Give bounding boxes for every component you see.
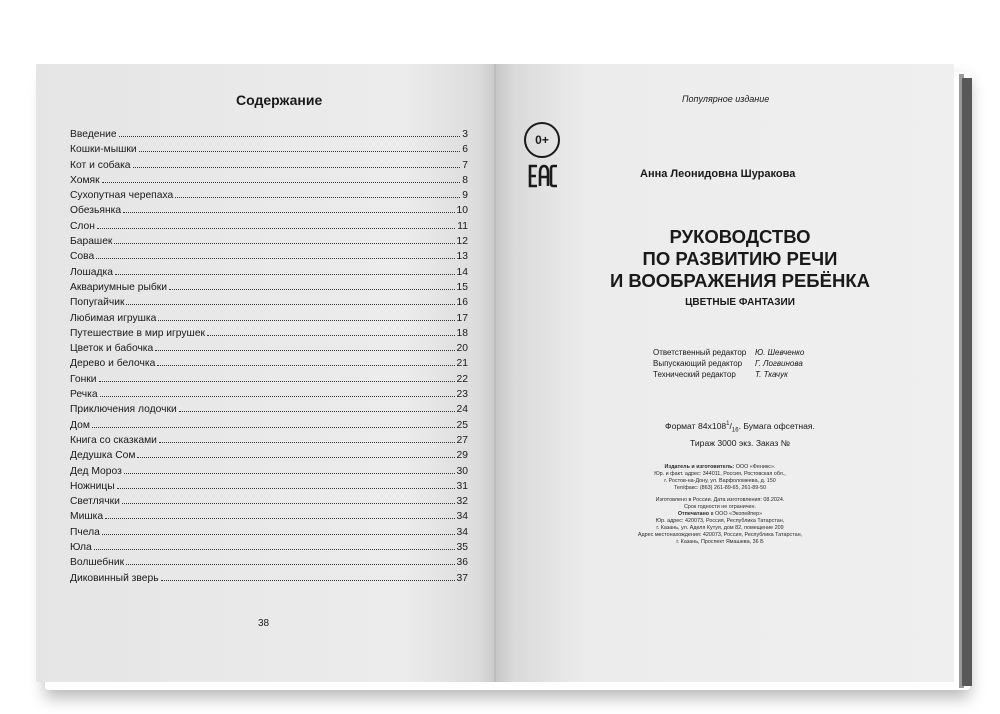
publisher-line: Тел/факс: (863) 261-89-65, 261-89-50	[673, 485, 767, 491]
toc-entry	[70, 280, 468, 295]
page-number: 38	[258, 618, 270, 629]
toc-entry	[70, 525, 468, 540]
toc-entry-title: Книга со сказками	[70, 434, 157, 446]
toc-dot-leader	[119, 136, 461, 137]
toc-entry-title: Дед Мороз	[70, 465, 122, 477]
toc-dot-leader	[155, 350, 454, 351]
toc-entry-title: Лошадка	[70, 266, 113, 278]
toc-entry-title: Сова	[70, 251, 95, 263]
toc-dot-leader	[137, 457, 454, 458]
printer-line	[540, 511, 900, 518]
toc-dot-leader	[102, 182, 461, 183]
toc-entry	[70, 356, 468, 371]
toc-dot-leader	[94, 549, 455, 550]
toc-entry-page: 10	[456, 205, 468, 217]
toc-entry-page: 11	[457, 220, 468, 232]
editor-role: Ответственный редактор	[653, 348, 747, 357]
toc-entry	[70, 158, 468, 173]
toc-entry-page: 16	[456, 297, 468, 309]
book-title	[560, 226, 920, 292]
toc-entry	[70, 448, 468, 463]
toc-entry-page: 37	[456, 572, 468, 584]
toc-dot-leader	[92, 427, 455, 428]
back-cover-edge	[962, 78, 972, 686]
format-prefix: Формат 84х108	[665, 420, 727, 431]
toc-entry	[70, 418, 468, 433]
toc-entry-page: 29	[456, 450, 468, 462]
toc-dot-leader	[122, 503, 455, 504]
editor-row	[653, 369, 804, 380]
toc-entry-page: 3	[462, 129, 468, 140]
printer-line: Юр. адрес: 420073, Россия, Республика Татарстан,	[655, 518, 785, 524]
toc-entry	[70, 188, 468, 203]
author-name: Анна Леонидовна Шуракова	[640, 168, 796, 180]
series-label: Популярное издание	[682, 94, 770, 104]
toc-dot-leader	[126, 564, 454, 565]
toc-entry-page: 23	[456, 389, 468, 401]
toc-entry-page: 7	[462, 159, 468, 171]
toc-entry	[70, 433, 468, 448]
format-suffix: . Бумага офсетная.	[738, 420, 815, 431]
toc-entry-page: 8	[462, 174, 468, 186]
toc-entry-title: Сухопутная черепаха	[70, 190, 174, 202]
publisher-line: Юр. и факт. адрес: 344011, Россия, Ростовская обл.,	[654, 471, 786, 477]
toc-entry-page: 15	[456, 281, 468, 293]
toc-entry-title: Введение	[70, 129, 117, 140]
toc-dot-leader	[96, 258, 454, 259]
toc-title: Содержание	[236, 92, 323, 108]
printed-label: Отпечатано	[677, 511, 710, 517]
editors-list	[653, 347, 804, 380]
format-fraction-den: 16	[731, 427, 739, 434]
toc-entry-page: 27	[456, 434, 468, 446]
toc-entry	[70, 219, 468, 234]
toc-entry-page: 35	[456, 542, 468, 554]
made-in-line: Изготовлено в России. Дата изготовления: 08.2024.	[655, 497, 785, 503]
toc-entry	[70, 494, 468, 509]
book-title-line: ПО РАЗВИТИЮ РЕЧИ	[642, 248, 838, 269]
toc-entry-title: Путешествие в мир игрушек	[70, 327, 206, 339]
toc-dot-leader	[99, 381, 455, 382]
toc-entry-page: 9	[462, 190, 468, 202]
toc-entry-page: 22	[456, 373, 468, 385]
expiry-line: Срок годности не ограничен.	[684, 504, 756, 510]
editor-name: Г. Логвинова	[755, 359, 803, 368]
toc-entry-title: Речка	[70, 389, 98, 401]
toc-entry-page: 25	[456, 419, 468, 431]
toc-entry	[70, 127, 468, 142]
publisher-line: г. Ростов-на-Дону, ул. Варфоломеева, д. 150	[664, 478, 776, 484]
toc-dot-leader	[157, 365, 454, 366]
toc-entry-page: 12	[456, 236, 468, 248]
toc-entry-title: Пчела	[70, 526, 100, 538]
toc-entry-page: 34	[456, 526, 468, 538]
toc-entry-title: Дедушка Сом	[70, 450, 136, 462]
toc-entry-page: 32	[456, 496, 468, 508]
printer-line: г. Казань, Проспект Ямашева, 36 Б	[676, 539, 764, 545]
editor-row	[653, 347, 804, 358]
toc-entry	[70, 173, 468, 188]
format-info	[560, 418, 920, 449]
toc-dot-leader	[133, 167, 461, 168]
toc-entry	[70, 402, 468, 417]
book-title-line: И ВООБРАЖЕНИЯ РЕБЁНКА	[609, 270, 870, 291]
toc-entry-title: Приключения лодочки	[70, 404, 177, 416]
toc-entry-title: Светлячки	[70, 496, 120, 508]
toc-dot-leader	[161, 580, 455, 581]
book-subtitle: ЦВЕТНЫЕ ФАНТАЗИИ	[685, 297, 795, 308]
format-line: Формат $84х108^1/_{16}$. Бумага офсетная.	[665, 420, 815, 434]
toc-entry	[70, 387, 468, 402]
editor-row	[653, 358, 804, 369]
toc-entry-title: Кошки-мышки	[70, 144, 137, 156]
toc-entry-title: Хомяк	[70, 174, 100, 186]
age-rating-badge: 0+	[524, 122, 560, 158]
toc-entry	[70, 571, 468, 586]
toc-entry-title: Любимая игрушка	[70, 312, 157, 324]
editor-name: Ю. Шевченко	[755, 348, 805, 357]
toc-dot-leader	[100, 396, 455, 397]
toc-entry-title: Обезьянка	[70, 205, 122, 217]
toc-entry-page: 24	[456, 404, 468, 416]
toc-entry	[70, 372, 468, 387]
table-of-contents	[70, 127, 468, 586]
toc-entry-title: Дом	[70, 419, 90, 431]
toc-entry-title: Диковинный зверь	[70, 572, 159, 584]
toc-entry	[70, 203, 468, 218]
toc-dot-leader	[158, 320, 454, 321]
publisher-label: Издатель и изготовитель:	[664, 464, 735, 470]
toc-entry-title: Аквариумные рыбки	[70, 281, 168, 293]
toc-entry-page: 31	[456, 480, 468, 492]
toc-entry-page: 14	[456, 266, 468, 278]
toc-entry	[70, 479, 468, 494]
toc-dot-leader	[126, 304, 454, 305]
toc-entry-title: Кот и собака	[70, 159, 131, 171]
toc-entry	[70, 540, 468, 555]
editor-role: Выпускающий редактор	[653, 359, 743, 368]
printer-name: в ООО «Экопейпер»	[710, 511, 763, 517]
toc-entry	[70, 142, 468, 157]
toc-dot-leader	[102, 534, 455, 535]
printer-line: Адрес местонахождения: 420073, Россия, Республика Татарстан,	[637, 532, 803, 538]
eac-mark-icon	[528, 164, 558, 188]
publisher-name: ООО «Феникс».	[735, 464, 776, 470]
toc-dot-leader	[124, 473, 455, 474]
print-run-line: Тираж 3000 экз. Заказ №	[690, 437, 790, 448]
toc-entry-page: 36	[456, 557, 468, 569]
toc-dot-leader	[117, 488, 455, 489]
toc-dot-leader	[175, 197, 460, 198]
editor-role: Технический редактор	[653, 370, 736, 379]
toc-dot-leader	[123, 212, 454, 213]
format-fraction-num: 1	[726, 421, 730, 427]
toc-entry-title: Гонки	[70, 373, 97, 385]
toc-entry-title: Ножницы	[70, 480, 115, 492]
toc-dot-leader	[179, 411, 455, 412]
toc-entry	[70, 265, 468, 280]
toc-entry-page: 13	[456, 251, 468, 263]
toc-entry-page: 6	[462, 144, 468, 156]
toc-entry-title: Слон	[70, 220, 95, 232]
toc-dot-leader	[115, 274, 455, 275]
toc-entry-title: Юла	[70, 542, 92, 554]
toc-entry-title: Дерево и белочка	[70, 358, 156, 370]
toc-entry-page: 20	[456, 343, 468, 355]
toc-entry	[70, 555, 468, 570]
toc-entry-page: 30	[456, 465, 468, 477]
toc-entry-title: Волшебник	[70, 557, 125, 569]
toc-dot-leader	[159, 442, 455, 443]
toc-entry	[70, 249, 468, 264]
toc-dot-leader	[169, 289, 455, 290]
toc-entry-title: Попугайчик	[70, 297, 125, 309]
publisher-info	[540, 464, 900, 546]
toc-entry	[70, 295, 468, 310]
toc-entry-title: Цветок и бабочка	[70, 343, 154, 355]
toc-dot-leader	[207, 335, 454, 336]
toc-dot-leader	[105, 518, 454, 519]
toc-entry	[70, 509, 468, 524]
toc-entry-page: 17	[456, 312, 468, 324]
publisher-line	[540, 464, 900, 471]
toc-entry	[70, 341, 468, 356]
toc-dot-leader	[139, 151, 461, 152]
book-title-line: РУКОВОДСТВО	[669, 226, 811, 247]
printer-line: г. Казань, ул. Аделя Кутуя, дом 82, помещение 209	[656, 525, 784, 531]
toc-entry-page: 18	[456, 327, 468, 339]
toc-entry-page: 21	[456, 358, 468, 370]
toc-dot-leader	[114, 243, 454, 244]
toc-entry	[70, 326, 468, 341]
toc-dot-leader	[97, 228, 455, 229]
toc-entry-title: Барашек	[70, 236, 113, 248]
toc-entry	[70, 464, 468, 479]
toc-entry-title: Мишка	[70, 511, 104, 523]
editor-name: Т. Ткачук	[755, 370, 788, 379]
toc-entry-page: 34	[456, 511, 468, 523]
toc-entry	[70, 311, 468, 326]
toc-entry	[70, 234, 468, 249]
